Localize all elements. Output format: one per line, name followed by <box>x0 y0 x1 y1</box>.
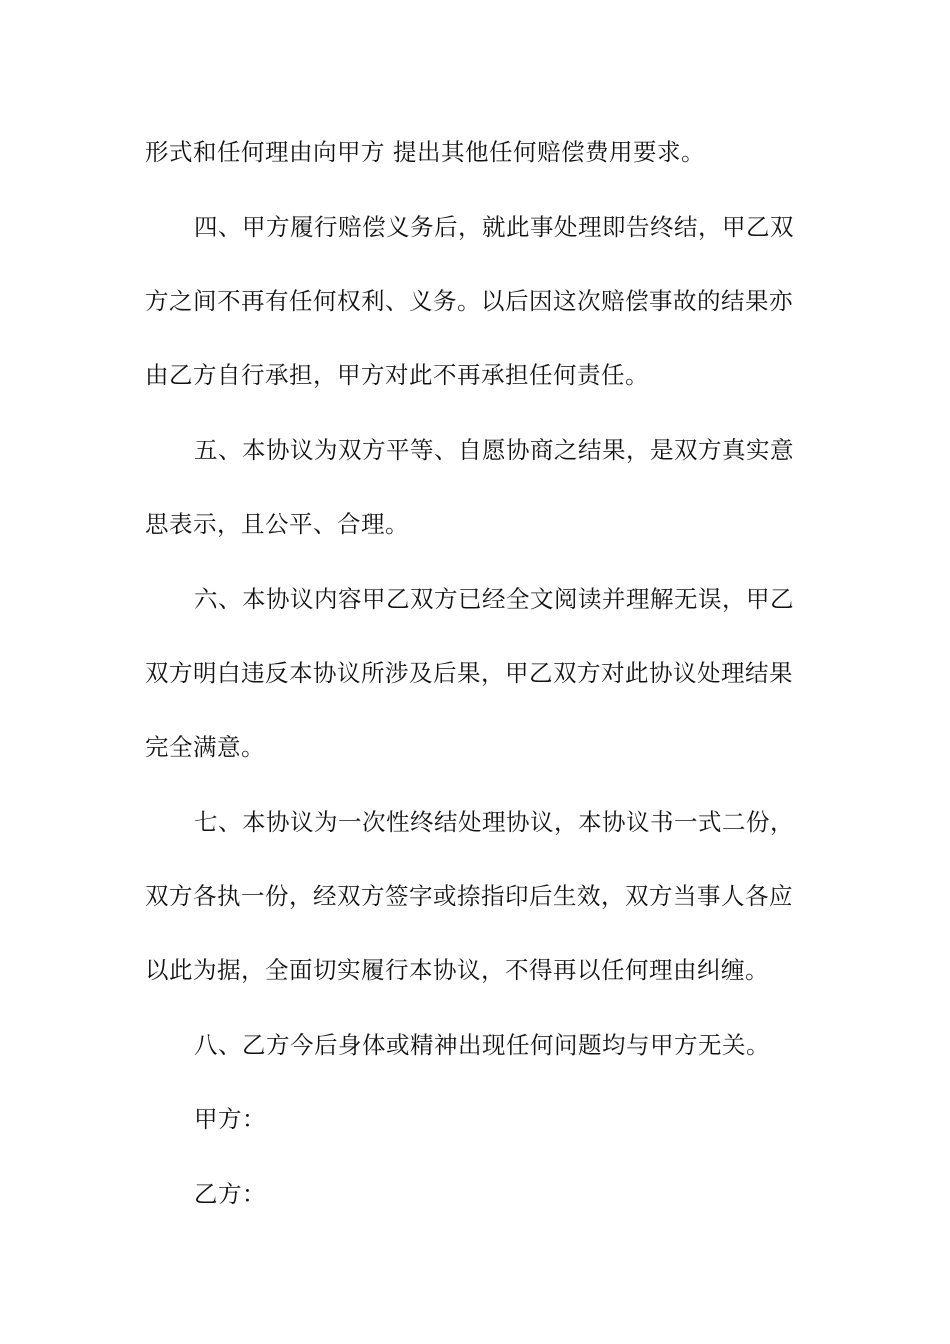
paragraph-3-continuation-line: 形式和任何理由向甲方 提出其他任何赔偿费用要求。 <box>145 138 705 166</box>
clause-4-line-3: 由乙方自行承担，甲方对此不再承担任何责任。 <box>145 361 649 389</box>
party-b-signature-label: 乙方： <box>194 1180 266 1208</box>
clause-7-line-1: 七、本协议为一次性终结处理协议，本协议书一式二份， <box>194 808 794 836</box>
clause-5-line-1: 五、本协议为双方平等、自愿协商之结果，是双方真实意 <box>194 436 794 464</box>
clause-4-line-2: 方之间不再有任何权利、义务。以后因这次赔偿事故的结果亦 <box>145 287 793 315</box>
clause-6-line-3: 完全满意。 <box>145 733 265 761</box>
clause-4-line-1: 四、甲方履行赔偿义务后，就此事处理即告终结，甲乙双 <box>194 213 794 241</box>
party-a-signature-label: 甲方： <box>194 1105 266 1133</box>
clause-8-line-1: 八、乙方今后身体或精神出现任何问题均与甲方无关。 <box>194 1031 770 1059</box>
clause-6-line-1: 六、本协议内容甲乙双方已经全文阅读并理解无误，甲乙 <box>194 585 794 613</box>
clause-6-line-2: 双方明白违反本协议所涉及后果，甲乙双方对此协议处理结果 <box>145 659 793 687</box>
clause-7-line-2: 双方各执一份，经双方签字或捺指印后生效，双方当事人各应 <box>145 882 793 910</box>
clause-5-line-2: 思表示，且公平、合理。 <box>145 510 409 538</box>
clause-7-line-3: 以此为据，全面切实履行本协议，不得再以任何理由纠缠。 <box>145 956 769 984</box>
